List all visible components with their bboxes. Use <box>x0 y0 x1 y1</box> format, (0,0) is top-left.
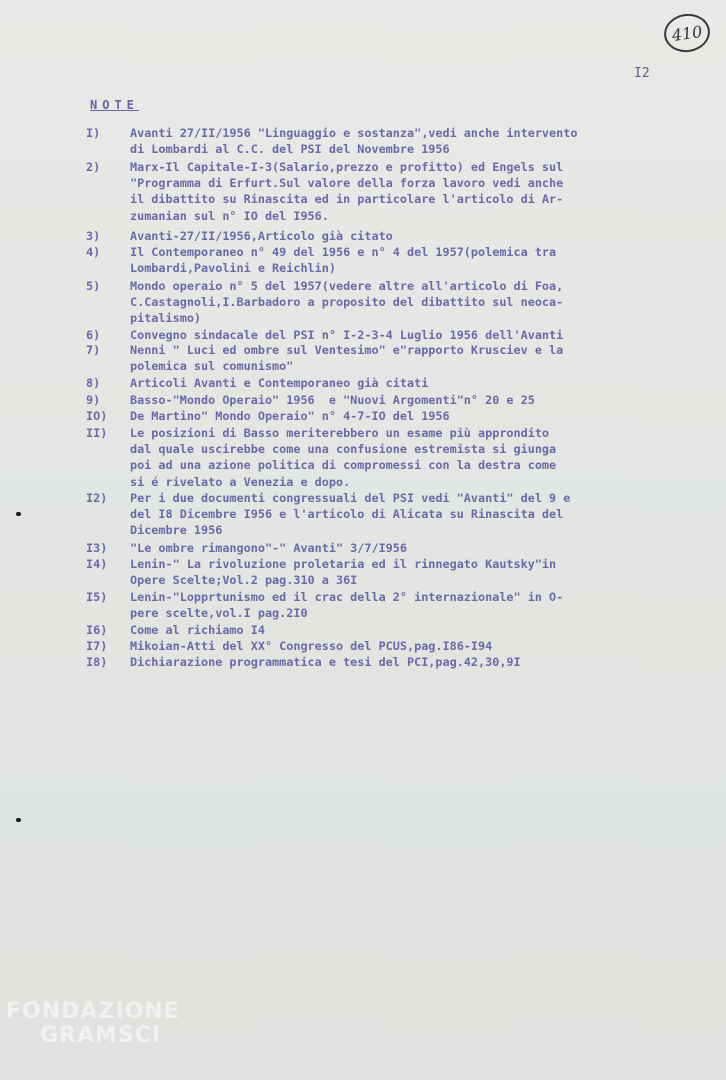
note-text: Avanti 27/II/1956 "Linguaggio e sostanza",vedi anche intervento di Lombardi al C.C. del PSI del Novembre 1956 <box>130 126 578 157</box>
note-text: Articoli Avanti e Contemporaneo già citati <box>130 376 429 390</box>
note-text: Avanti-27/II/1956,Articolo già citato <box>130 229 393 243</box>
note-text: Mondo operaio n° 5 del 1957(vedere altre all'articolo di Foa, C.Castagnoli,I.Barbadoro a proposito del dibattito sul neoca- pitalismo) <box>130 279 564 326</box>
punch-hole-mark <box>16 512 21 516</box>
note-item <box>86 556 556 588</box>
note-item <box>86 622 265 638</box>
page-title: NOTE <box>90 98 139 112</box>
note-text: Marx-Il Capitale-I-3(Salario,prezzo e profitto) ed Engels sul "Programma di Erfurt.Sul valore della forza lavoro vedi anche il dibattito su Rinascita ed in particolare l'articolo di Ar- zumanian sul n° IO del I956. <box>130 160 564 223</box>
note-item <box>86 342 563 374</box>
note-number: I2) <box>86 491 108 505</box>
note-number: 5) <box>86 279 101 293</box>
note-number: I7) <box>86 639 108 653</box>
note-number: 3) <box>86 229 101 243</box>
note-item <box>86 375 428 391</box>
archive-number: 410 <box>670 21 704 45</box>
note-text: Convegno sindacale del PSI n° I-2-3-4 Luglio 1956 dell'Avanti <box>130 328 564 342</box>
note-number: 9) <box>86 393 101 407</box>
watermark-logo <box>6 1000 180 1048</box>
note-item <box>86 244 556 276</box>
note-item <box>86 540 407 556</box>
note-item <box>86 490 570 539</box>
note-number: I4) <box>86 557 108 571</box>
note-text: De Martino" Mondo Operaio" n° 4-7-IO del 1956 <box>130 409 450 423</box>
note-text: Nenni " Luci ed ombre sul Ventesimo" e"rapporto Krusciev e la polemica sul comunismo" <box>130 343 564 374</box>
page-number: I2 <box>634 66 650 81</box>
note-number: 4) <box>86 245 101 259</box>
note-number: 6) <box>86 328 101 342</box>
note-number: 8) <box>86 376 101 390</box>
punch-hole-mark <box>16 818 21 822</box>
note-number: I8) <box>86 655 108 669</box>
note-text: Le posizioni di Basso meriterebbero un esame più approndito dal quale uscirebbe come una confusione estremista si giunga poi ad una azione politica di compromessi con la destra come si é rivelato a Venezia e dopo. <box>130 426 557 489</box>
note-text: Il Contemporaneo n° 49 del 1956 e n° 4 del 1957(polemica tra Lombardi,Pavolini e Reichlin) <box>130 245 557 276</box>
note-item <box>86 327 563 343</box>
note-item <box>86 159 563 224</box>
note-item <box>86 589 563 621</box>
note-number: I5) <box>86 590 108 604</box>
watermark-line1: FONDAZIONE <box>6 999 180 1024</box>
note-item <box>86 228 393 244</box>
note-item <box>86 654 521 670</box>
archive-stamp <box>662 11 713 55</box>
note-item <box>86 278 563 327</box>
note-item <box>86 125 577 157</box>
note-text: Come al richiamo I4 <box>130 623 265 637</box>
note-number: IO) <box>86 409 108 423</box>
note-text: Lenin-"Lopprtunismo ed il crac della 2° internazionale" in O- pere scelte,vol.I pag.2I0 <box>130 590 564 621</box>
note-item <box>86 425 556 490</box>
note-number: II) <box>86 426 108 440</box>
note-text: Basso-"Mondo Operaio" 1956 e "Nuovi Argomenti"n° 20 e 25 <box>130 393 535 407</box>
note-text: "Le ombre rimangono"-" Avanti" 3/7/I956 <box>130 541 407 555</box>
note-item <box>86 638 492 654</box>
note-number: I3) <box>86 541 108 555</box>
watermark-line2: GRAMSCI <box>40 1023 162 1048</box>
note-text: Per i due documenti congressuali del PSI vedi "Avanti" del 9 e del I8 Dicembre I956 e l'articolo di Alicata su Rinascita del Dicembre 1956 <box>130 491 571 538</box>
note-number: I6) <box>86 623 108 637</box>
note-text: Lenin-" La rivoluzione proletaria ed il rinnegato Kautsky"in Opere Scelte;Vol.2 pag.310 a 36I <box>130 557 557 588</box>
note-item <box>86 392 535 408</box>
note-text: Mikoian-Atti del XX° Congresso del PCUS,pag.I86-I94 <box>130 639 493 653</box>
note-number: 2) <box>86 160 101 174</box>
note-number: I) <box>86 126 101 140</box>
note-text: Dichiarazione programmatica e tesi del PCI,pag.42,30,9I <box>130 655 521 669</box>
note-number: 7) <box>86 343 101 357</box>
note-item <box>86 408 450 424</box>
